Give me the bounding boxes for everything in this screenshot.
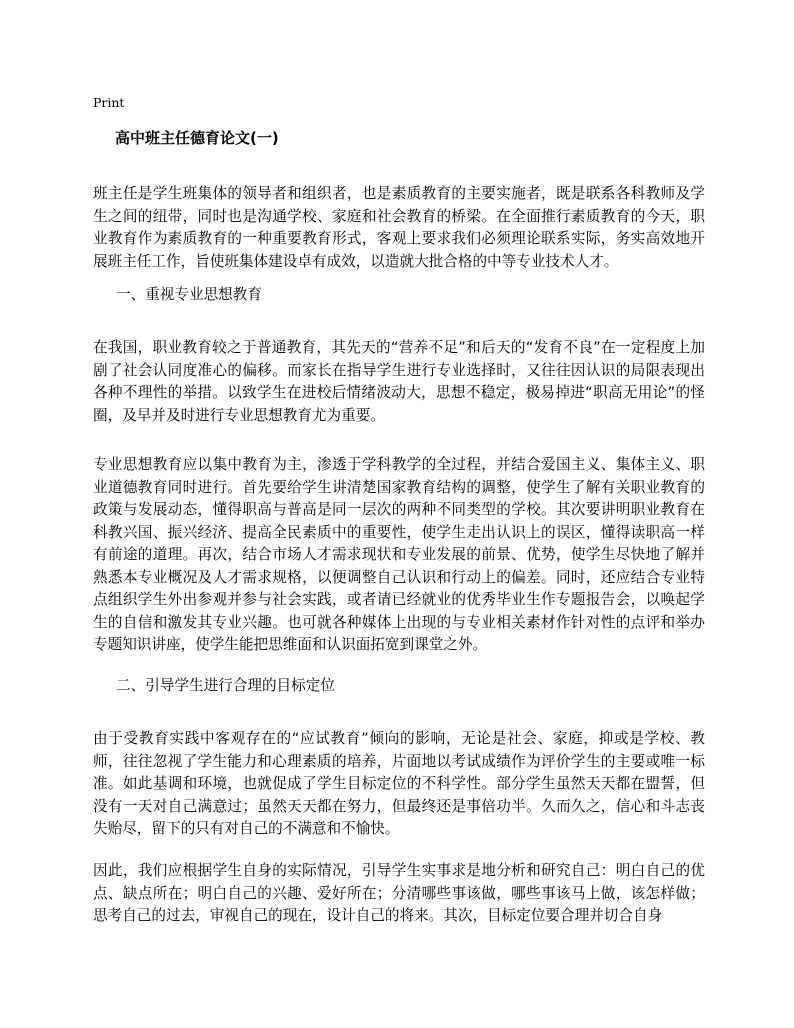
paragraph-intro: 班主任是学生班集体的领导者和组织者，也是素质教育的主要实施者，既是联系各科教师及学生之间的纽带，同时也是沟通学校、家庭和社会教育的桥梁。在全面推行素质教育的今天，职业教育作为素质教育的一种重要教育形式，客观上要求我们必须理论联系实际，务实高效地开展班主任工作，旨使班集体建设卓有成效，以造就大批合格的中等专业技术人才。	[93, 185, 705, 270]
document-title: 高中班主任德育论文(一)	[115, 129, 279, 147]
section-heading-1: 一、重视专业思想教育	[116, 286, 262, 303]
paragraph-4: 因此，我们应根据学生自身的实际情况，引导学生实事求是地分析和研究自己：明白自己的优点、缺点所在；明白自己的兴趣、爱好所在；分清哪些事该做，哪些事该马上做，该怎样做；思考自己的过去，审视自己的现在，设计自己的将来。其次，目标定位要合理并切合自身	[93, 862, 705, 924]
section-heading-2: 二、引导学生进行合理的目标定位	[116, 677, 335, 694]
paragraph-2: 专业思想教育应以集中教育为主，渗透于学科教学的全过程，并结合爱国主义、集体主义、职业道德教育同时进行。首先要给学生讲清楚国家教育结构的调整，使学生了解有关职业教育的政策与发展动态，懂得职高与普高是同一层次的两种不同类型的学校。其次要讲明职业教育在科教兴国、振兴经济、提高全民素质中的重要性，使学生走出认识上的误区，懂得读职高一样有前途的道理。再次，结合市场人才需求现状和专业发展的前景、优势，使学生尽快地了解并熟悉本专业概况及人才需求规格，以便调整自己认识和行动上的偏差。同时，还应结合专业特点组织学生外出参观并参与社会实践，或者请已经就业的优秀毕业生作专题报告会，以唤起学生的自信和激发其专业兴趣。也可就各种媒体上出现的与专业相关素材作针对性的点评和举办专题知识讲座，使学生能把思维面和认识面拓宽到课堂之外。	[93, 456, 705, 653]
paragraph-3: 由于受教育实践中客观存在的“应试教育”倾向的影响，无论是社会、家庭，抑或是学校、教师，往往忽视了学生能力和心理素质的培养，片面地以考试成绩作为评价学生的主要或唯一标准。如此基调和环境，也就促成了学生目标定位的不科学性。部分学生虽然天天都在盟誓，但没有一天对自己满意过；虽然天天都在努力，但最终还是事倍功半。久而久之，信心和斗志丧失贻尽，留下的只有对自己的不满意和不愉快。	[93, 730, 705, 837]
paragraph-1: 在我国，职业教育较之于普通教育，其先天的“营养不足”和后天的“发育不良”在一定程度上加剧了社会认同度准心的偏移。而家长在指导学生进行专业选择时，又往往因认识的局限表现出各种不理性的举措。以致学生在进校后情绪波动大，思想不稳定，极易掉进“职高无用论”的怪圈，及早并及时进行专业思想教育尤为重要。	[93, 339, 705, 424]
print-label[interactable]: Print	[93, 95, 125, 110]
